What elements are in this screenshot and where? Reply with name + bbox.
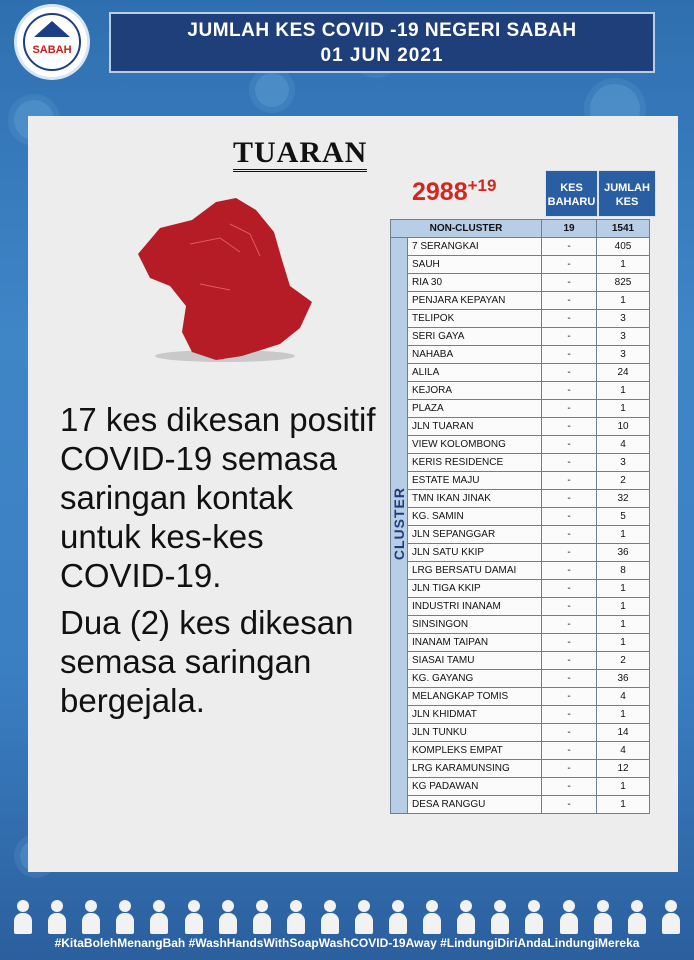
cluster-new-cases: - bbox=[542, 634, 597, 652]
cluster-new-cases: - bbox=[542, 580, 597, 598]
frontliner-icon bbox=[14, 900, 32, 934]
frontliner-body bbox=[662, 913, 680, 934]
table-row bbox=[391, 508, 650, 526]
frontliner-body bbox=[389, 913, 407, 934]
frontliner-head bbox=[460, 900, 472, 912]
frontliner-head bbox=[153, 900, 165, 912]
table-row bbox=[391, 634, 650, 652]
cluster-name: ALILA bbox=[408, 364, 542, 382]
frontliner-icon bbox=[594, 900, 612, 934]
frontliner-body bbox=[287, 913, 305, 934]
table-row bbox=[391, 472, 650, 490]
cluster-total-cases: 1 bbox=[597, 382, 650, 400]
cluster-name: MELANGKAP TOMIS bbox=[408, 688, 542, 706]
cluster-name: KOMPLEKS EMPAT bbox=[408, 742, 542, 760]
cluster-name: JLN TUNKU bbox=[408, 724, 542, 742]
cluster-name: INANAM TAIPAN bbox=[408, 634, 542, 652]
cluster-name: JLN SEPANGGAR bbox=[408, 526, 542, 544]
cluster-total-cases: 1 bbox=[597, 778, 650, 796]
district-map bbox=[130, 194, 320, 369]
cluster-new-cases: - bbox=[542, 598, 597, 616]
frontliner-icon bbox=[423, 900, 441, 934]
description-para2: Dua (2) kes dikesan semasa saringan bergejala. bbox=[60, 604, 354, 719]
cluster-total-cases: 4 bbox=[597, 688, 650, 706]
table-row bbox=[391, 724, 650, 742]
frontliner-head bbox=[324, 900, 336, 912]
frontliner-head bbox=[290, 900, 302, 912]
cluster-total-cases: 1 bbox=[597, 706, 650, 724]
cluster-total-cases: 2 bbox=[597, 652, 650, 670]
cluster-name: PENJARA KEPAYAN bbox=[408, 292, 542, 310]
cluster-label-cell bbox=[391, 238, 408, 814]
cluster-new-cases: - bbox=[542, 688, 597, 706]
frontliner-icon bbox=[491, 900, 509, 934]
frontliner-icon bbox=[287, 900, 305, 934]
frontliner-head bbox=[494, 900, 506, 912]
frontliners-strip bbox=[6, 894, 688, 934]
cluster-total-cases: 3 bbox=[597, 346, 650, 364]
cluster-new-cases: - bbox=[542, 472, 597, 490]
frontliner-body bbox=[594, 913, 612, 934]
frontliner-head bbox=[392, 900, 404, 912]
frontliner-head bbox=[222, 900, 234, 912]
column-header-new: KES BAHARU bbox=[545, 170, 598, 217]
cluster-new-cases: - bbox=[542, 652, 597, 670]
cluster-total-cases: 1 bbox=[597, 598, 650, 616]
table-row bbox=[391, 544, 650, 562]
cluster-total-cases: 4 bbox=[597, 436, 650, 454]
cluster-name: SERI GAYA bbox=[408, 328, 542, 346]
cluster-name: KEJORA bbox=[408, 382, 542, 400]
cluster-new-cases: - bbox=[542, 400, 597, 418]
frontliner-icon bbox=[457, 900, 475, 934]
cluster-total-cases: 1 bbox=[597, 796, 650, 814]
cluster-new-cases: - bbox=[542, 454, 597, 472]
cluster-new-cases: - bbox=[542, 778, 597, 796]
frontliner-icon bbox=[662, 900, 680, 934]
frontliner-icon bbox=[253, 900, 271, 934]
header-title: JUMLAH KES COVID -19 NEGERI SABAH bbox=[187, 20, 577, 41]
table-row bbox=[391, 526, 650, 544]
cluster-total-cases: 2 bbox=[597, 472, 650, 490]
cluster-new-cases: - bbox=[542, 544, 597, 562]
frontliner-body bbox=[253, 913, 271, 934]
frontliner-icon bbox=[185, 900, 203, 934]
cluster-name: RIA 30 bbox=[408, 274, 542, 292]
cluster-name: LRG KARAMUNSING bbox=[408, 760, 542, 778]
frontliner-icon bbox=[48, 900, 66, 934]
cluster-name: DESA RANGGU bbox=[408, 796, 542, 814]
cluster-total-cases: 1 bbox=[597, 400, 650, 418]
case-description bbox=[60, 400, 380, 720]
table-row bbox=[391, 598, 650, 616]
cluster-total-cases: 32 bbox=[597, 490, 650, 508]
frontliner-head bbox=[17, 900, 29, 912]
table-row bbox=[391, 382, 650, 400]
frontliner-icon bbox=[525, 900, 543, 934]
frontliner-head bbox=[665, 900, 677, 912]
frontliner-head bbox=[597, 900, 609, 912]
cluster-name: KERIS RESIDENCE bbox=[408, 454, 542, 472]
cluster-name: SINSINGON bbox=[408, 616, 542, 634]
frontliner-head bbox=[426, 900, 438, 912]
non-cluster-new: 19 bbox=[542, 220, 597, 238]
table-row bbox=[391, 670, 650, 688]
cluster-name: JLN TIGA KKIP bbox=[408, 580, 542, 598]
frontliner-icon bbox=[355, 900, 373, 934]
cases-table bbox=[390, 219, 650, 814]
frontliner-icon bbox=[560, 900, 578, 934]
cluster-new-cases: - bbox=[542, 256, 597, 274]
cluster-name: JLN SATU KKIP bbox=[408, 544, 542, 562]
column-header-total: JUMLAH KES bbox=[598, 170, 656, 217]
frontliner-head bbox=[256, 900, 268, 912]
table-row bbox=[391, 742, 650, 760]
cluster-new-cases: - bbox=[542, 706, 597, 724]
frontliner-body bbox=[355, 913, 373, 934]
table-row bbox=[391, 562, 650, 580]
cluster-new-cases: - bbox=[542, 616, 597, 634]
cluster-name: SIASAI TAMU bbox=[408, 652, 542, 670]
table-row bbox=[391, 328, 650, 346]
table-row bbox=[391, 760, 650, 778]
total-cases bbox=[412, 178, 496, 207]
sabah-logo bbox=[17, 7, 87, 77]
frontliner-body bbox=[14, 913, 32, 934]
frontliner-head bbox=[85, 900, 97, 912]
frontliner-icon bbox=[628, 900, 646, 934]
frontliner-body bbox=[560, 913, 578, 934]
cluster-new-cases: - bbox=[542, 292, 597, 310]
table-row bbox=[391, 436, 650, 454]
cluster-total-cases: 24 bbox=[597, 364, 650, 382]
cluster-new-cases: - bbox=[542, 274, 597, 292]
cluster-name: NAHABA bbox=[408, 346, 542, 364]
frontliner-head bbox=[528, 900, 540, 912]
cluster-new-cases: - bbox=[542, 796, 597, 814]
table-row bbox=[391, 580, 650, 598]
map-shape bbox=[138, 198, 312, 360]
frontliner-head bbox=[119, 900, 131, 912]
cluster-total-cases: 4 bbox=[597, 742, 650, 760]
table-row bbox=[391, 238, 650, 256]
cluster-new-cases: - bbox=[542, 238, 597, 256]
cluster-total-cases: 1 bbox=[597, 634, 650, 652]
cluster-new-cases: - bbox=[542, 760, 597, 778]
cluster-new-cases: - bbox=[542, 310, 597, 328]
cluster-new-cases: - bbox=[542, 418, 597, 436]
total-increase: +19 bbox=[467, 176, 497, 195]
cluster-name: KG. SAMIN bbox=[408, 508, 542, 526]
frontliner-body bbox=[48, 913, 66, 934]
table-row bbox=[391, 688, 650, 706]
table-row bbox=[391, 490, 650, 508]
cluster-new-cases: - bbox=[542, 508, 597, 526]
frontliner-body bbox=[219, 913, 237, 934]
table-row bbox=[391, 256, 650, 274]
cluster-new-cases: - bbox=[542, 364, 597, 382]
cluster-total-cases: 36 bbox=[597, 544, 650, 562]
cluster-name: 7 SERANGKAI bbox=[408, 238, 542, 256]
frontliner-body bbox=[491, 913, 509, 934]
header-date: 01 JUN 2021 bbox=[320, 45, 444, 66]
table-row bbox=[391, 454, 650, 472]
cluster-total-cases: 3 bbox=[597, 454, 650, 472]
table-row bbox=[391, 310, 650, 328]
cluster-new-cases: - bbox=[542, 490, 597, 508]
cluster-total-cases: 3 bbox=[597, 328, 650, 346]
table-row bbox=[391, 706, 650, 724]
cluster-name: TELIPOK bbox=[408, 310, 542, 328]
frontliner-head bbox=[563, 900, 575, 912]
cluster-total-cases: 405 bbox=[597, 238, 650, 256]
cluster-new-cases: - bbox=[542, 742, 597, 760]
cluster-total-cases: 1 bbox=[597, 526, 650, 544]
non-cluster-row bbox=[391, 220, 650, 238]
cluster-new-cases: - bbox=[542, 724, 597, 742]
table-row bbox=[391, 796, 650, 814]
frontliner-icon bbox=[116, 900, 134, 934]
cluster-new-cases: - bbox=[542, 436, 597, 454]
frontliner-body bbox=[321, 913, 339, 934]
frontliner-icon bbox=[321, 900, 339, 934]
district-title: TUARAN bbox=[233, 137, 367, 172]
page-header bbox=[109, 12, 655, 73]
table-row bbox=[391, 652, 650, 670]
cluster-total-cases: 1 bbox=[597, 292, 650, 310]
cluster-name: PLAZA bbox=[408, 400, 542, 418]
table-row bbox=[391, 400, 650, 418]
cluster-total-cases: 3 bbox=[597, 310, 650, 328]
cluster-new-cases: - bbox=[542, 562, 597, 580]
table-row bbox=[391, 292, 650, 310]
mountain-icon bbox=[34, 21, 70, 37]
cluster-name: JLN KHIDMAT bbox=[408, 706, 542, 724]
cluster-name: KG. GAYANG bbox=[408, 670, 542, 688]
table-row bbox=[391, 616, 650, 634]
frontliner-icon bbox=[82, 900, 100, 934]
cluster-name: JLN TUARAN bbox=[408, 418, 542, 436]
frontliner-body bbox=[628, 913, 646, 934]
cluster-total-cases: 14 bbox=[597, 724, 650, 742]
frontliner-body bbox=[116, 913, 134, 934]
frontliner-body bbox=[185, 913, 203, 934]
cluster-name: KG PADAWAN bbox=[408, 778, 542, 796]
logo-text: SABAH bbox=[32, 44, 72, 56]
total-value: 2988 bbox=[412, 178, 468, 206]
description-para1: 17 kes dikesan positif COVID-19 semasa saringan kontak untuk kes-kes COVID-19. bbox=[60, 401, 376, 594]
non-cluster-total: 1541 bbox=[597, 220, 650, 238]
cluster-name: TMN IKAN JINAK bbox=[408, 490, 542, 508]
cluster-total-cases: 10 bbox=[597, 418, 650, 436]
virus-decoration bbox=[255, 73, 289, 107]
table-row bbox=[391, 418, 650, 436]
cluster-new-cases: - bbox=[542, 526, 597, 544]
table-row bbox=[391, 346, 650, 364]
cluster-total-cases: 8 bbox=[597, 562, 650, 580]
cluster-new-cases: - bbox=[542, 346, 597, 364]
frontliner-head bbox=[51, 900, 63, 912]
cluster-name: VIEW KOLOMBONG bbox=[408, 436, 542, 454]
cluster-total-cases: 825 bbox=[597, 274, 650, 292]
cluster-name: LRG BERSATU DAMAI bbox=[408, 562, 542, 580]
cluster-total-cases: 5 bbox=[597, 508, 650, 526]
frontliner-body bbox=[457, 913, 475, 934]
cluster-name: SAUH bbox=[408, 256, 542, 274]
cluster-name: ESTATE MAJU bbox=[408, 472, 542, 490]
frontliner-head bbox=[188, 900, 200, 912]
cluster-total-cases: 36 bbox=[597, 670, 650, 688]
frontliner-body bbox=[150, 913, 168, 934]
table-row bbox=[391, 274, 650, 292]
cluster-total-cases: 1 bbox=[597, 256, 650, 274]
cluster-new-cases: - bbox=[542, 328, 597, 346]
frontliner-head bbox=[631, 900, 643, 912]
cluster-total-cases: 1 bbox=[597, 616, 650, 634]
cluster-total-cases: 12 bbox=[597, 760, 650, 778]
frontliner-head bbox=[358, 900, 370, 912]
frontliner-body bbox=[525, 913, 543, 934]
non-cluster-name: NON-CLUSTER bbox=[391, 220, 542, 238]
frontliner-icon bbox=[389, 900, 407, 934]
cluster-label: CLUSTER bbox=[391, 487, 407, 561]
table-row bbox=[391, 364, 650, 382]
frontliner-icon bbox=[219, 900, 237, 934]
cluster-new-cases: - bbox=[542, 382, 597, 400]
table-row bbox=[391, 778, 650, 796]
cluster-new-cases: - bbox=[542, 670, 597, 688]
cluster-name: INDUSTRI INANAM bbox=[408, 598, 542, 616]
frontliner-body bbox=[82, 913, 100, 934]
frontliner-body bbox=[423, 913, 441, 934]
cluster-total-cases: 1 bbox=[597, 580, 650, 598]
footer-hashtags: #KitaBolehMenangBah #WashHandsWithSoapWashCOVID-19Away #LindungiDiriAndaLindungiMereka bbox=[54, 936, 640, 950]
frontliner-icon bbox=[150, 900, 168, 934]
